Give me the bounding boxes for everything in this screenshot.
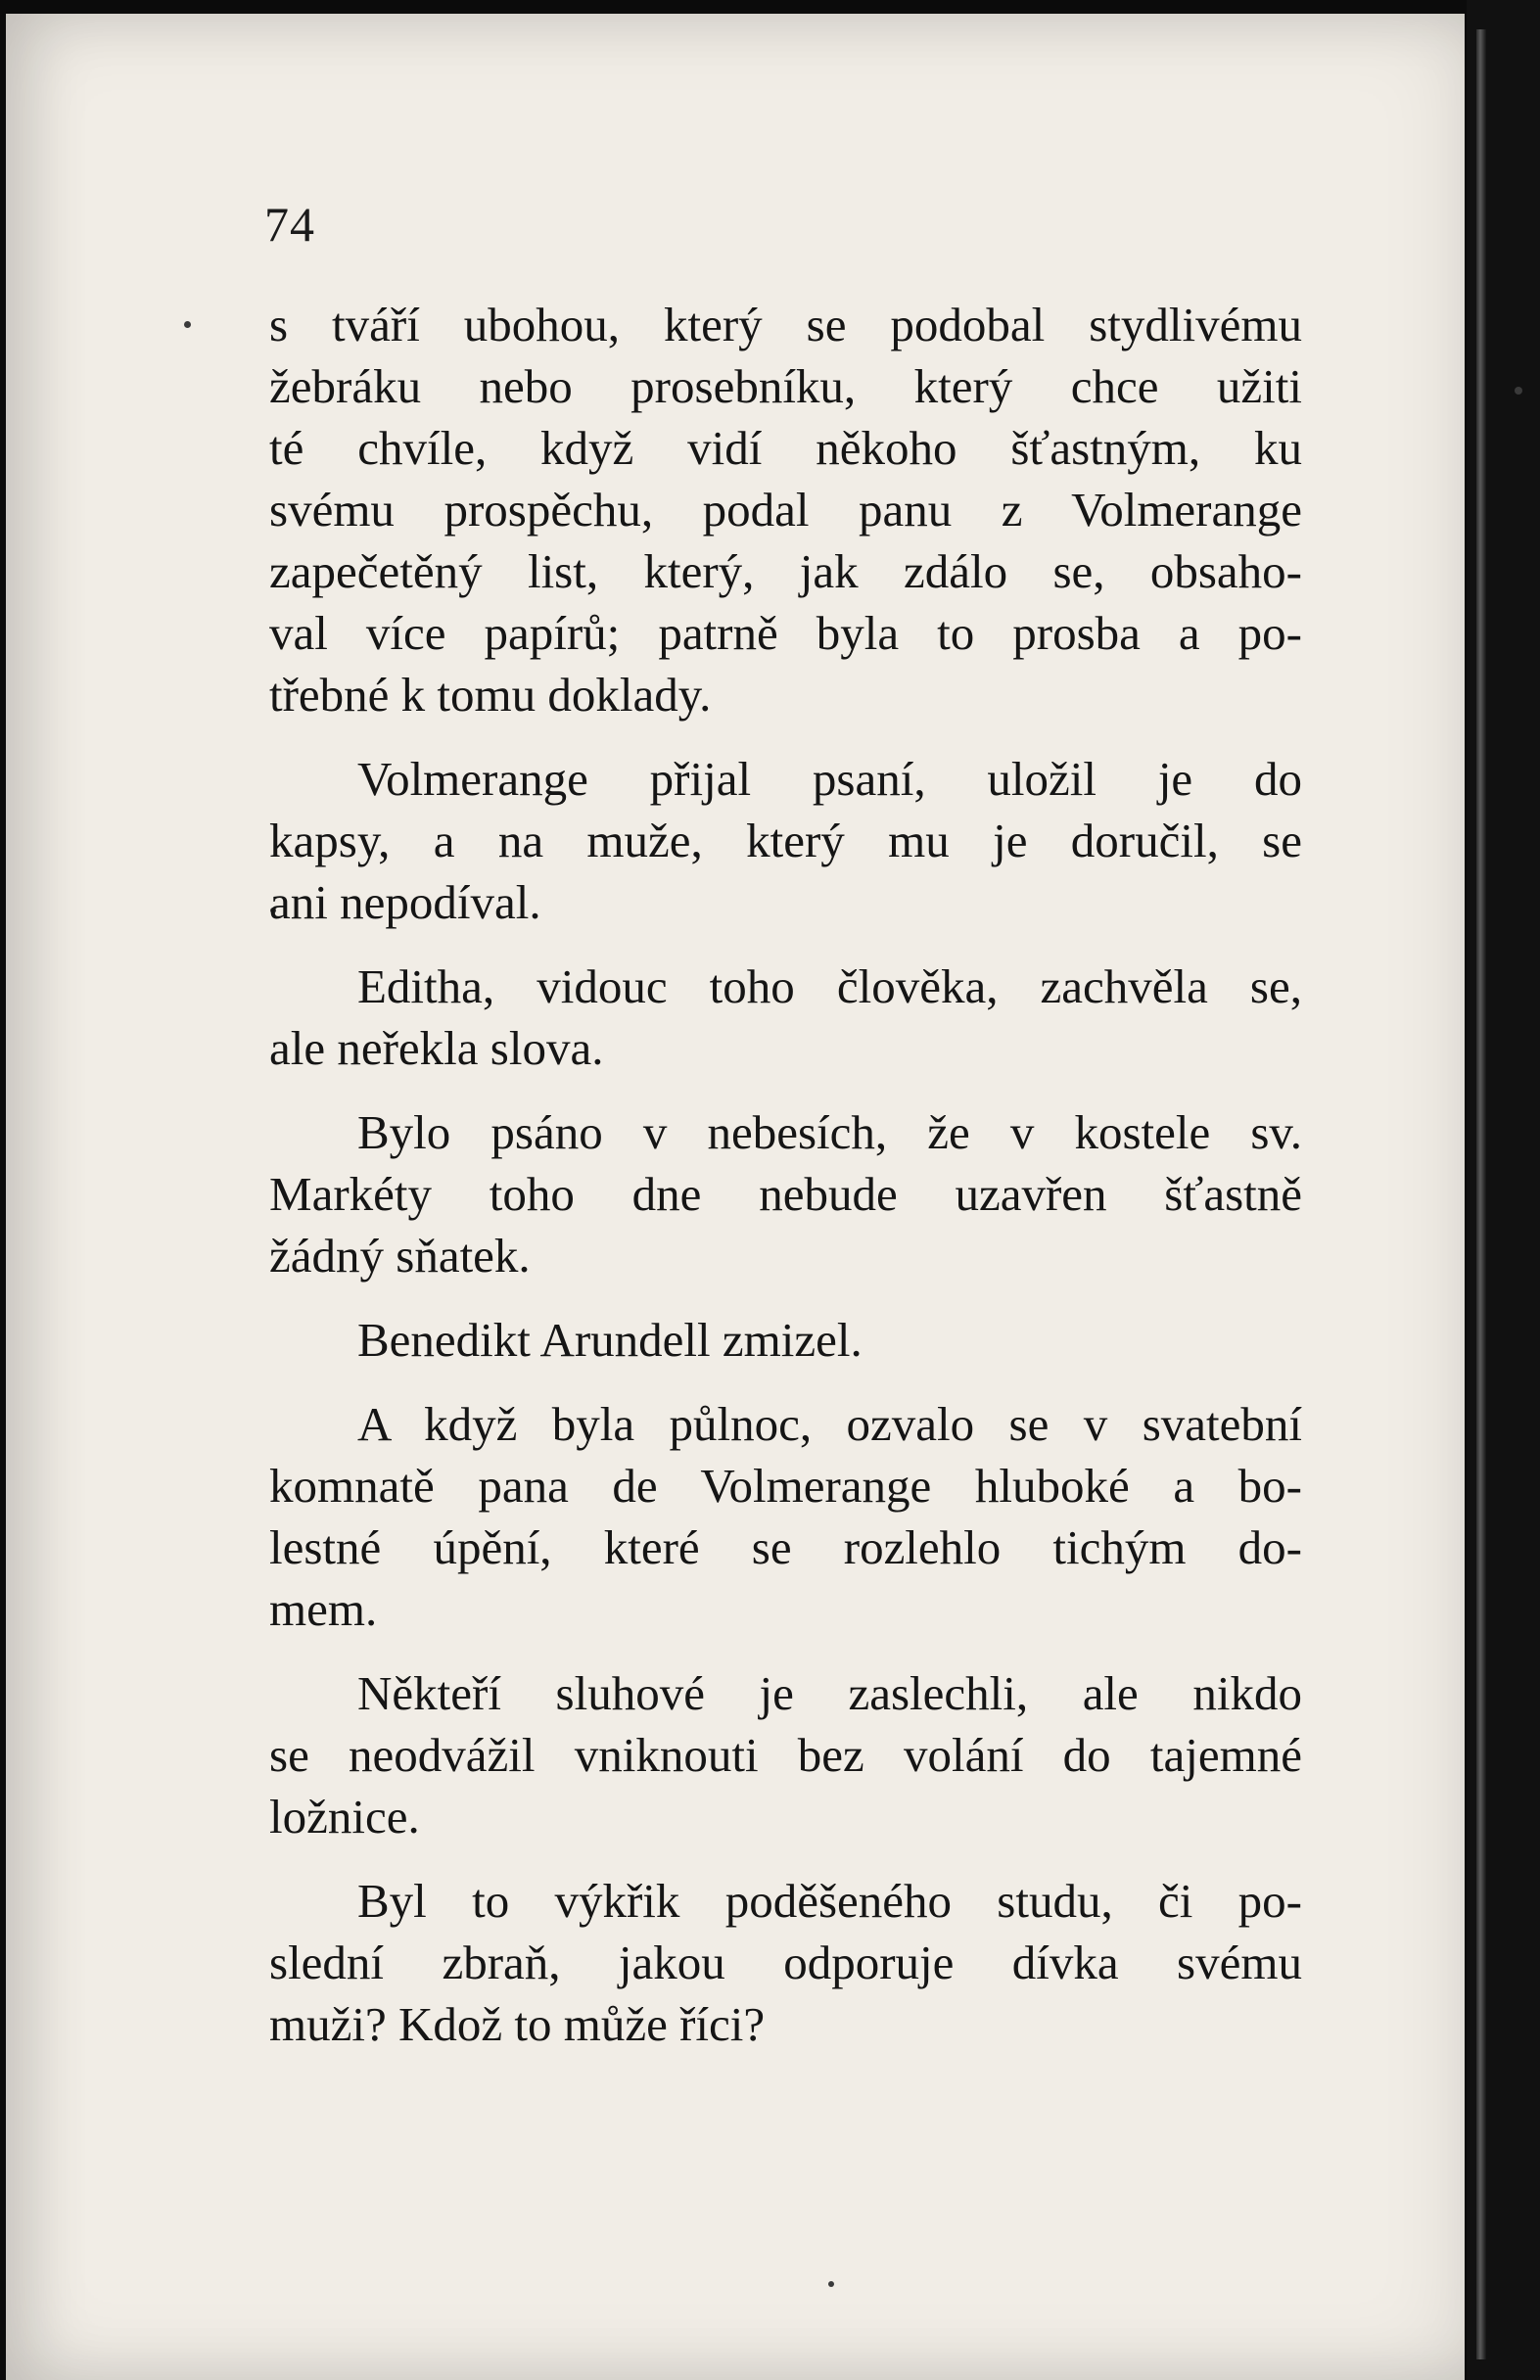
text-line: žebráku nebo prosebníku, který chce užiti <box>269 359 1302 413</box>
text-line: třebné k tomu doklady. <box>269 668 712 722</box>
text-line: mem. <box>269 1582 378 1636</box>
text-line: val více papírů; patrně byla to prosba a po- <box>269 606 1302 660</box>
text-line: s tváří ubohou, který se podobal stydlivému <box>269 298 1302 351</box>
page-number: 74 <box>264 197 315 252</box>
text-line: Markéty toho dne nebude uzavřen šťastně <box>269 1167 1302 1221</box>
paragraph <box>269 1309 1302 1371</box>
text-line: ale neřekla slova. <box>269 1021 604 1075</box>
text-line: Benedikt Arundell zmizel. <box>357 1313 863 1367</box>
text-line: té chvíle, když vidí někoho šťastným, ku <box>269 421 1302 475</box>
paragraph <box>269 748 1302 933</box>
paragraph <box>269 1101 1302 1286</box>
paragraph <box>269 956 1302 1079</box>
text-line: komnatě pana de Volmerange hluboké a bo- <box>269 1459 1302 1513</box>
text-line: Byl to výkřik poděšeného studu, či po- <box>357 1874 1302 1928</box>
text-line: slední zbraň, jakou odporuje dívka svému <box>269 1936 1302 1989</box>
text-line: zapečetěný list, který, jak zdálo se, obsaho- <box>269 544 1302 598</box>
text-line: Někteří sluhové je zaslechli, ale nikdo <box>357 1666 1302 1720</box>
paragraph <box>269 294 1302 725</box>
binding-edge <box>1476 29 1486 2359</box>
text-line: se neodvážil vniknouti bez volání do tajemné <box>269 1728 1302 1782</box>
text-line: A když byla půlnoc, ozvalo se v svatební <box>357 1397 1302 1451</box>
body-text <box>269 294 1302 2077</box>
text-line: Editha, vidouc toho člověka, zachvěla se, <box>357 959 1302 1013</box>
paper-speck <box>828 2281 834 2287</box>
paragraph <box>269 1393 1302 1640</box>
text-line: žádný sňatek. <box>269 1229 531 1283</box>
paper-speck <box>1515 387 1522 395</box>
text-line: muži? Kdož to může říci? <box>269 1997 766 2051</box>
text-line: Volmerange přijal psaní, uložil je do <box>357 752 1302 806</box>
paragraph <box>269 1662 1302 1847</box>
text-line: svému prospěchu, podal panu z Volmerange <box>269 483 1302 537</box>
text-line: ložnice. <box>269 1790 420 1843</box>
text-line: lestné úpění, které se rozlehlo tichým do- <box>269 1520 1302 1574</box>
paragraph <box>269 1870 1302 2055</box>
text-line: ani nepodíval. <box>269 875 541 929</box>
text-line: Bylo psáno v nebesích, že v kostele sv. <box>357 1105 1302 1159</box>
paper-speck <box>184 321 191 328</box>
text-line: kapsy, a na muže, který mu je doručil, se <box>269 814 1302 867</box>
